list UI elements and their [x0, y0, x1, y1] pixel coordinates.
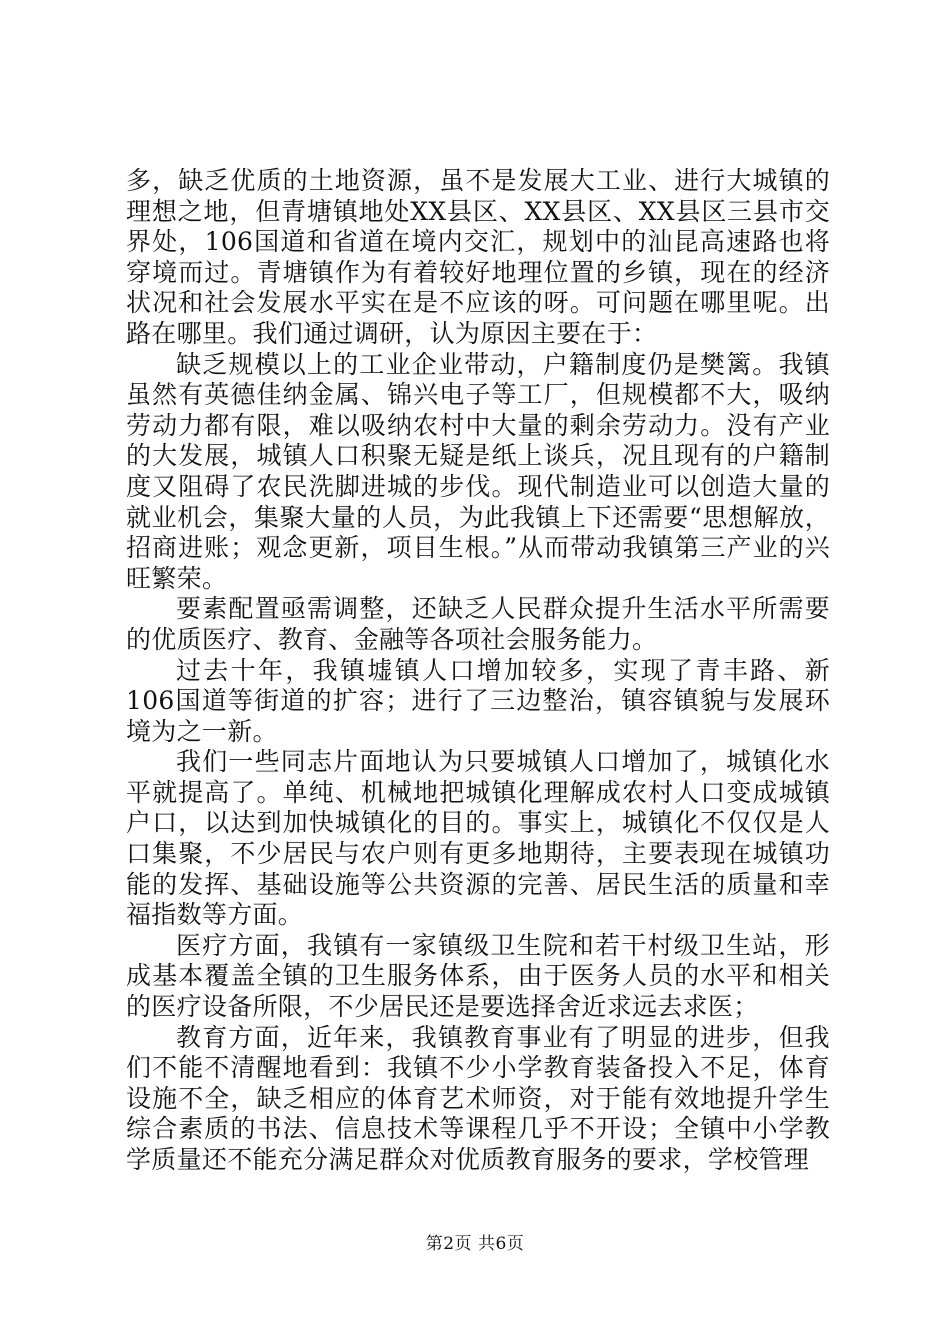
paragraph-7: 教育方面，近年来，我镇教育事业有了明显的进步，但我们不能不清醒地看到：我镇不少小学教育装备投入不足，体育设施不全，缺乏相应的体育艺术师资，对于能有效地提升学生综合素质的书法、信息技术等课程几乎不开设；全镇中小学教学质量还不能充分满足群众对优质教育服务的要求，学校管理	[126, 1022, 830, 1174]
document-body	[126, 166, 830, 1176]
paragraph-5: 我们一些同志片面地认为只要城镇人口增加了，城镇化水平就提高了。单纯、机械地把城镇化理解成农村人口变成城镇户口，以达到加快城镇化的目的。事实上，城镇化不仅仅是人口集聚，不少居民与农户则有更多地期待，主要表现在城镇功能的发挥、基础设施等公共资源的完善、居民生活的质量和幸福指数等方面。	[126, 747, 830, 930]
page-number-footer: 第2页 共6页	[425, 1234, 525, 1254]
paragraph-1: 多，缺乏优质的土地资源，虽不是发展大工业、进行大城镇的理想之地，但青塘镇地处XX县区、XX县区、XX县区三县市交界处，106国道和省道在境内交汇，规划中的汕昆高速路也将穿境而过。青塘镇作为有着较好地理位置的乡镇，现在的经济状况和社会发展水平实在是不应该的呀。可问题在哪里呢。出路在哪里。我们通过调研，认为原因主要在于：	[126, 166, 830, 348]
paragraph-3: 要素配置亟需调整，还缺乏人民群众提升生活水平所需要的优质医疗、教育、金融等各项社会服务能力。	[126, 594, 830, 654]
paragraph-4: 过去十年，我镇墟镇人口增加较多，实现了青丰路、新106国道等街道的扩容；进行了三边整治，镇容镇貌与发展环境为之一新。	[126, 655, 830, 746]
paragraph-2: 缺乏规模以上的工业企业带动，户籍制度仍是樊篱。我镇虽然有英德佳纳金属、锦兴电子等工厂，但规模都不大，吸纳劳动力都有限，难以吸纳农村中大量的剩余劳动力。没有产业的大发展，城镇人口积聚无疑是纸上谈兵，况且现有的户籍制度又阻碍了农民洗脚进城的步伐。现代制造业可以创造大量的就业机会，集聚大量的人员，为此我镇上下还需要“思想解放，招商进账；观念更新，项目生根。”从而带动我镇第三产业的兴旺繁荣。	[126, 349, 830, 593]
paragraph-6: 医疗方面，我镇有一家镇级卫生院和若干村级卫生站，形成基本覆盖全镇的卫生服务体系，由于医务人员的水平和相关的医疗设备所限，不少居民还是要选择舍近求远去求医；	[126, 930, 830, 1022]
